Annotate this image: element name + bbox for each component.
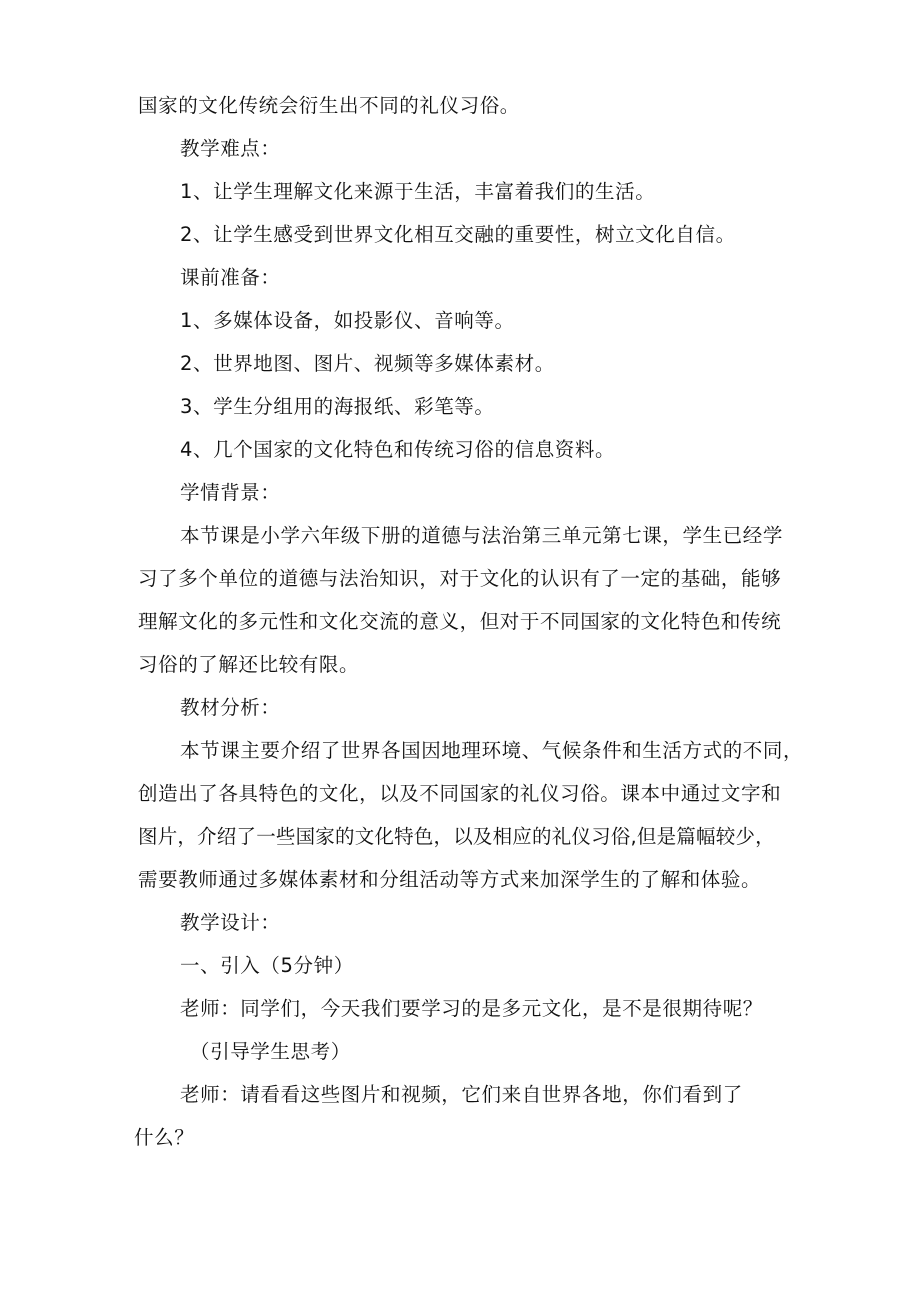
teacher-line-2: 老师：请看看这些图片和视频，它们来自世界各地，你们看到了 — [180, 1083, 743, 1106]
heading-teaching-difficulties: 教学难点： — [180, 137, 281, 160]
heading-teaching-design: 教学设计： — [180, 911, 281, 934]
preparation-item-2: 2、世界地图、图片、视频等多媒体素材。 — [180, 352, 555, 375]
heading-student-background: 学情背景： — [180, 481, 281, 504]
preparation-item-4: 4、几个国家的文化特色和传统习俗的信息资料。 — [180, 438, 616, 461]
background-line-4: 习俗的了解还比较有限。 — [138, 653, 360, 676]
teacher-line-1: 老师：同学们，今天我们要学习的是多元文化，是不是很期待呢？ — [180, 997, 763, 1020]
difficulty-item-1: 1、让学生理解文化来源于生活，丰富着我们的生活。 — [180, 180, 656, 203]
guide-note: （引导学生思考） — [190, 1040, 351, 1063]
background-line-2: 习了多个单位的道德与法治知识，对于文化的认识有了一定的基础，能够 — [138, 567, 782, 590]
background-line-3: 理解文化的多元性和文化交流的意义，但对于不同国家的文化特色和传统 — [138, 610, 782, 633]
preparation-item-3: 3、学生分组用的海报纸、彩笔等。 — [180, 395, 495, 418]
intro-line: 国家的文化传统会衍生出不同的礼仪习俗。 — [138, 94, 520, 117]
material-line-3: 图片，介绍了一些国家的文化特色，以及相应的礼仪习俗,但是篇幅较少， — [138, 825, 775, 848]
teacher-line-2-continued: 什么？ — [134, 1126, 195, 1149]
heading-material-analysis: 教材分析： — [180, 696, 281, 719]
heading-preparation: 课前准备： — [180, 266, 281, 289]
preparation-item-1: 1、多媒体设备，如投影仪、音响等。 — [180, 309, 515, 332]
section-introduction: 一、引入（5分钟） — [180, 954, 354, 977]
material-line-1: 本节课主要介绍了世界各国因地理环境、气候条件和生活方式的不同， — [180, 739, 804, 762]
material-line-2: 创造出了各具特色的文化，以及不同国家的礼仪习俗。课本中通过文字和 — [138, 782, 782, 805]
difficulty-item-2: 2、让学生感受到世界文化相互交融的重要性，树立文化自信。 — [180, 223, 736, 246]
background-line-1: 本节课是小学六年级下册的道德与法治第三单元第七课，学生已经学 — [180, 524, 784, 547]
material-line-4: 需要教师通过多媒体素材和分组活动等方式来加深学生的了解和体验。 — [138, 868, 762, 891]
